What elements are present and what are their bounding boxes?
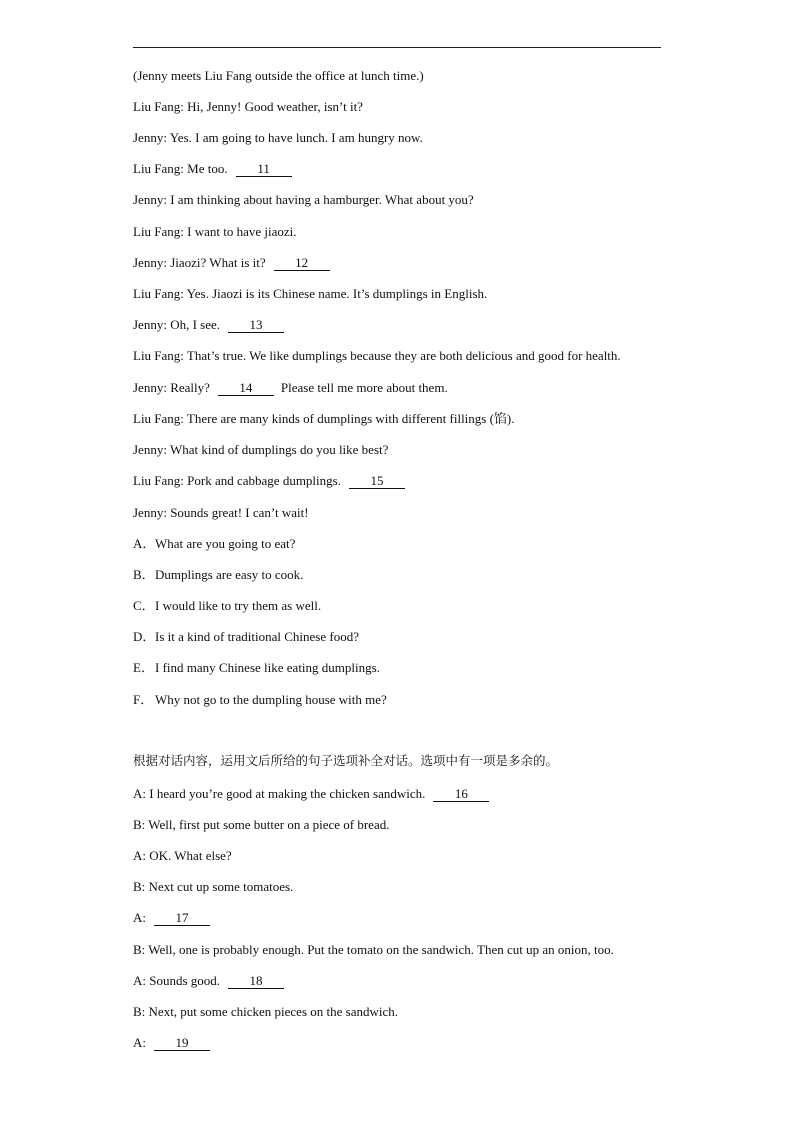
section-instruction: 根据对话内容，运用文后所给的句子选项补全对话。选项中有一项是多余的。: [133, 753, 559, 768]
dialogue-line: Jenny: Really? 14 Please tell me more about them.: [133, 380, 448, 395]
dialogue-line: Liu Fang: That’s true. We like dumplings because they are both delicious and good for health.: [133, 348, 621, 363]
option-item: E．I find many Chinese like eating dumplings.: [133, 660, 380, 675]
answer-blank[interactable]: 11: [236, 162, 292, 177]
option-letter: F．: [133, 692, 154, 707]
option-item: F． Why not go to the dumpling house with me?: [133, 692, 387, 707]
dialogue-line: Liu Fang: Yes. Jiaozi is its Chinese name. It’s dumplings in English.: [133, 286, 488, 301]
option-item: B．Dumplings are easy to cook.: [133, 567, 304, 582]
dialogue-line: Liu Fang: There are many kinds of dumplings with different fillings (馅).: [133, 411, 515, 426]
option-item: A．What are you going to eat?: [133, 536, 296, 551]
dialogue-line: Liu Fang: I want to have jiaozi.: [133, 224, 297, 239]
answer-blank[interactable]: 13: [228, 318, 284, 333]
dialogue-line: A: 19: [133, 1035, 210, 1051]
dialogue-line: Jenny: Oh, I see. 13: [133, 317, 284, 333]
answer-blank[interactable]: 14: [218, 381, 274, 396]
dialogue-line: Jenny: Jiaozi? What is it? 12: [133, 255, 330, 271]
dialogue-line: Jenny: Sounds great! I can’t wait!: [133, 505, 309, 520]
option-letter: C．: [133, 598, 155, 613]
header-rule: [133, 47, 661, 48]
dialogue-line: B: Next cut up some tomatoes.: [133, 879, 294, 894]
option-letter: A．: [133, 536, 156, 551]
dialogue-line: Liu Fang: Pork and cabbage dumplings. 15: [133, 473, 405, 489]
dialogue-line: B: Next, put some chicken pieces on the sandwich.: [133, 1004, 398, 1019]
dialogue-line: A: Sounds good. 18: [133, 973, 284, 989]
option-letter: E．: [133, 660, 154, 675]
dialogue-line: (Jenny meets Liu Fang outside the office at lunch time.): [133, 68, 424, 83]
answer-blank[interactable]: 12: [274, 256, 330, 271]
option-item: D．Is it a kind of traditional Chinese food?: [133, 629, 359, 644]
dialogue-line: Jenny: Yes. I am going to have lunch. I am hungry now.: [133, 130, 423, 145]
dialogue-line: Jenny: What kind of dumplings do you like best?: [133, 442, 389, 457]
dialogue-line: A: I heard you’re good at making the chicken sandwich. 16: [133, 786, 489, 802]
dialogue-line: A: OK. What else?: [133, 848, 232, 863]
dialogue-line: Jenny: I am thinking about having a hamburger. What about you?: [133, 192, 474, 207]
dialogue-line: Liu Fang: Me too. 11: [133, 161, 292, 177]
option-letter: B．: [133, 567, 155, 582]
answer-blank[interactable]: 18: [228, 974, 284, 989]
dialogue-line: A: 17: [133, 910, 210, 926]
dialogue-line: Liu Fang: Hi, Jenny! Good weather, isn’t it?: [133, 99, 363, 114]
option-item: C．I would like to try them as well.: [133, 598, 322, 613]
answer-blank[interactable]: 17: [154, 911, 210, 926]
answer-blank[interactable]: 16: [433, 787, 489, 802]
answer-blank[interactable]: 19: [154, 1036, 210, 1051]
dialogue-line: B: Well, one is probably enough. Put the tomato on the sandwich. Then cut up an onion, too.: [133, 942, 614, 957]
answer-blank[interactable]: 15: [349, 474, 405, 489]
option-letter: D．: [133, 629, 156, 644]
dialogue-line: B: Well, first put some butter on a piece of bread.: [133, 817, 390, 832]
